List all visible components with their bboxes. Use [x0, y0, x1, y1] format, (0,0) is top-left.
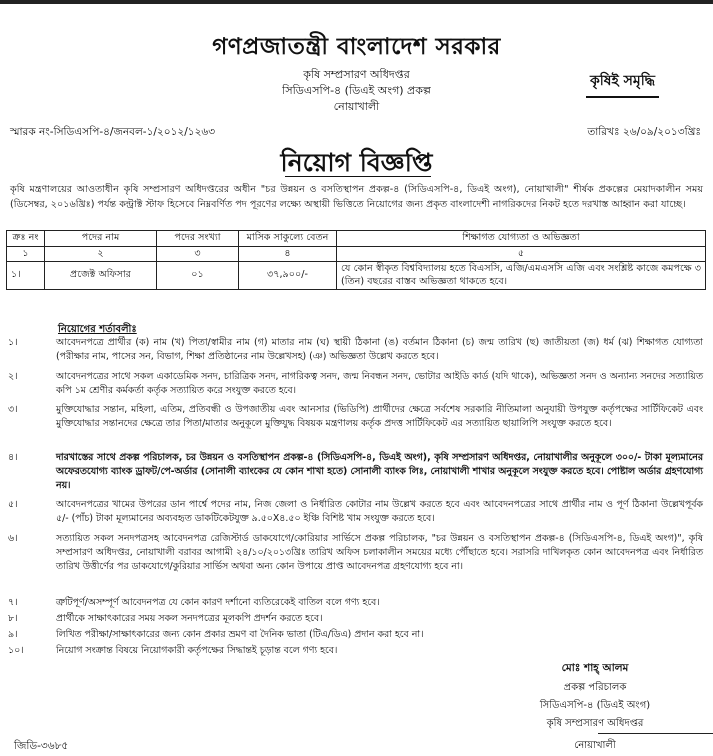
memo-date: তারিখঃ ২৬/০৯/২০১৩খ্রিঃ: [587, 126, 701, 138]
reference-number: জিডি-৩৬৮৫: [14, 740, 69, 752]
header-qualification: শিক্ষাগত যোগ্যতা ও অভিজ্ঞতা: [337, 231, 706, 247]
signatory-project: সিডিএসপি-৪ (ডিএই অংগ): [539, 700, 651, 711]
index-cell: ১: [7, 246, 45, 262]
department-name: কৃষি সম্প্রসারণ অধিদপ্তর: [303, 68, 410, 81]
row-post-count: ০১: [157, 262, 239, 290]
table-index-row: [7, 246, 706, 262]
title-underline: [285, 176, 431, 177]
condition-number: ২।: [8, 371, 18, 382]
header-salary: মাসিক সাকুল্যে বেতন: [239, 231, 337, 247]
condition-text: আবেদনপত্রের খামের উপরের ডান পার্শ্বে পদের নাম, নিজ জেলা ও নির্ধারিত কোটার নাম উল্লেখ করতে হবে এবং আবেদনপত্রের সাথে প্রার্থীর নাম ও পূর্ণ ঠিকানা উল্লেখপূর্বক ৫/- (পাঁচ) টাকা মূল্যমানের অব্যবহৃত ডাকটিকেটযুক্ত ৯.৫০X৪.৫০ ইঞ্চি বিশিষ্ট খাম সংযুক্ত করতে হবে।: [56, 499, 703, 524]
intro-paragraph: কৃষি মন্ত্রণালয়ের আওতাধীন কৃষি সম্প্রসারণ অধিদপ্তরের অধীন "চর উন্নয়ন ও বসতিস্থাপন প্রকল্প-৪ (সিডিএসপি-৪, ডিএই অংগ), নোয়াখালী" শীর্ষক প্রকল্পের মেয়াদকালীন সময় (ডিসেম্বর, ২০১৬খ্রিঃ) পর্যন্ত কন্ট্রাক্ট স্টাফ হিসেবে নিম্নবর্ণিত পদ পূরণের লক্ষ্যে অস্থায়ী ভিত্তিতে নিয়োগের জন্য প্রকৃত বাংলাদেশী নাগরিকদের নিকট হতে দরখাস্ত আহ্বান করা যাচ্ছে।: [10, 184, 703, 210]
post-table: [6, 230, 706, 290]
condition-number: ৭।: [8, 597, 18, 608]
conditions-heading: নিয়োগের শর্তাবলীঃ: [58, 324, 137, 335]
notice-title: নিয়োগ বিজ্ঞপ্তি: [280, 148, 433, 177]
condition-number: ৬।: [8, 533, 18, 544]
condition-text: নিয়োগ সংক্রান্ত বিষয়ে নিয়োগকারী কর্তৃপক্ষের সিদ্ধান্তই চূড়ান্ত বলে গণ্য হবে।: [56, 645, 338, 656]
top-border: [0, 0, 713, 4]
condition-text: প্রার্থীকে সাক্ষাৎকারের সময় সকল সনদপত্রের মূলকপি প্রদর্শন করতে হবে।: [56, 613, 323, 624]
condition-text: আবেদনপত্রের সাথে সকল একাডেমিক সনদ, চারিত্রিক সনদ, নাগরিকত্ব সনদ, জন্ম নিবন্ধন সনদ, ভোটার আইডি কার্ড (যদি থাকে), অভিজ্ঞতা সনদ ও অন্যান্য সনদের সত্যায়িত কপি ১ম শ্রেণীর কর্মকর্তা কর্তৃক সত্যায়িত করে সংযুক্ত করতে হবে।: [56, 371, 703, 396]
index-cell: ৪: [239, 246, 337, 262]
memo-number: স্মারক নং-সিডিএসপি-৪/জনবল-১/২০১২/১২৬৩: [10, 126, 216, 138]
row-qualification: যে কোন স্বীকৃত বিশ্ববিদ্যালয় হতে বিএসসি, এজি/এমএসসি এজি এবং সংশ্লিষ্ট কাজে কমপক্ষে ৩ (তিন) বছরের বাস্তব অভিজ্ঞতা থাকতে হবে।: [337, 262, 706, 290]
condition-number: ৪।: [8, 452, 18, 463]
condition-number: ১০।: [8, 645, 24, 656]
government-title: গণপ্রজাতন্ত্রী বাংলাদেশ সরকার: [212, 34, 501, 60]
condition-text: দারখাস্তের সাথে প্রকল্প পরিচালক, চর উন্নয়ন ও বসতিস্থাপন প্রকল্প-৪ (সিডিএসপি-৪, ডিএই অংগ), কৃষি সম্প্রসারণ অধিদপ্তর, নোয়াখালীর অনুকূলে ৩০০/- টাকা মূল্যমানের অফেরতযোগ্য ব্যাংক ড্রাফট/পে-অর্ডার (সোনালী ব্যাংকের যে কোন শাখা হতে) সোনালী ব্যাংক লিঃ, নোয়াখালী শাখার অনুকূলে সংযুক্ত করতে হবে। পোষ্টাল অর্ডার গ্রহণযোগ্য নয়।: [56, 452, 703, 491]
condition-number: ৮।: [8, 613, 18, 624]
condition-text: ত্রুটিপূর্ণ/অসম্পূর্ণ আবেদনপত্র যে কোন কারণ দর্শানো ব্যতিরেকেই বাতিল বলে গণ্য হবে।: [56, 597, 380, 608]
condition-text: সত্যায়িত সকল সনদপত্রসহ আবেদনপত্র রেজিস্টার্ড ডাকযোগে/কোরিয়ার সার্ভিসে প্রকল্প পরিচালক, "চর উন্নয়ন ও বসতিস্থাপন প্রকল্প-৪ (সিডিএসপি-৪, ডিএই অংগ)", কৃষি সম্প্রসারণ অধিদপ্তর, নোয়াখালী বরাবর আগামী ২৪/১০/২০১৩খ্রিঃ তারিখ অফিস চলাকালীন সময়ের মধ্যে পৌঁছাতে হবে। সরাসরি দাখিলকৃত কোন আবেদনপত্র এবং নির্ধারিত তারিখ উত্তীর্ণের পর ডাকযোগে/কুরিয়ার সার্ভিস অথবা অন্য কোন উপায়ে প্রাপ্ত আবেদনপত্র গ্রহণযোগ্য হবে না।: [56, 533, 703, 572]
row-serial: ১।: [7, 262, 45, 290]
condition-number: ৯।: [8, 629, 18, 640]
signatory-name: মোঃ শাহ্ আলম: [561, 662, 629, 674]
index-cell: ৫: [337, 246, 706, 262]
table-header-row: [7, 231, 706, 247]
condition-text: মুক্তিযোদ্ধার সন্তান, মহিলা, এতিম, প্রতিবন্ধী ও উপজাতীয় এবং আনসার (ভিডিপি) প্রার্থীদের ক্ষেত্রে সর্বশেষ সরকারি নীতিমালা অনুযায়ী উপযুক্ত কর্তৃপক্ষের সার্টিফিকেট এবং মুক্তিযোদ্ধার সন্তানদের ক্ষেত্রে তার পিতা/মাতার অনুকূলে মুক্তিযুদ্ধ বিষয়ক মন্ত্রণালয় কর্তৃক প্রদত্ত সার্টিফিকেট এর সত্যায়িত ছায়ালিপি সংযুক্ত করতে হবে।: [56, 404, 703, 429]
project-name: সিডিএসপি-৪ (ডিএই অংগ) প্রকল্প: [282, 84, 431, 97]
signatory-location: নোয়াখালী: [574, 740, 616, 751]
office-location: নোয়াখালী: [333, 100, 380, 113]
header-post-name: পদের নাম: [45, 231, 157, 247]
table-row: [7, 262, 706, 290]
row-post-name: প্রজেক্ট অফিসার: [45, 262, 157, 290]
signature-divider: [598, 733, 713, 734]
header-post-count: পদের সংখ্যা: [157, 231, 239, 247]
condition-number: ৩।: [8, 404, 18, 415]
condition-text: লিখিত পরীক্ষা/সাক্ষাৎকারের জন্য কোন প্রকার ভ্রমণ বা দৈনিক ভাতা (টিএ/ডিএ) প্রদান করা হবে না।: [56, 629, 424, 640]
index-cell: ২: [45, 246, 157, 262]
row-salary: ৩৭,৯০০/-: [239, 262, 337, 290]
condition-number: ১।: [8, 337, 18, 348]
signatory-department: কৃষি সম্প্রসারণ অধিদপ্তর: [546, 718, 644, 729]
condition-text: আবেদনপত্রে প্রার্থীর (ক) নাম (খ) পিতা/স্বামীর নাম (গ) মাতার নাম (ঘ) স্থায়ী ঠিকানা (ঙ) বর্তমান ঠিকানা (চ) জন্ম তারিখ (ছ) জাতীয়তা (জ) ধর্ম (ঝ) শিক্ষাগত যোগ্যতা (পরীক্ষার নাম, পাসের সন, বিভাগ, শিক্ষা প্রতিষ্ঠানের নাম উল্লেখসহ) (ঞ) অভিজ্ঞতা উল্লেখ করতে হবে।: [56, 337, 703, 362]
slogan: কৃষিই সমৃদ্ধি: [586, 69, 659, 98]
condition-number: ৫।: [8, 499, 18, 510]
header-serial: ক্রঃ নং: [7, 231, 45, 247]
signatory-designation: প্রকল্প পরিচালক: [563, 682, 627, 693]
index-cell: ৩: [157, 246, 239, 262]
